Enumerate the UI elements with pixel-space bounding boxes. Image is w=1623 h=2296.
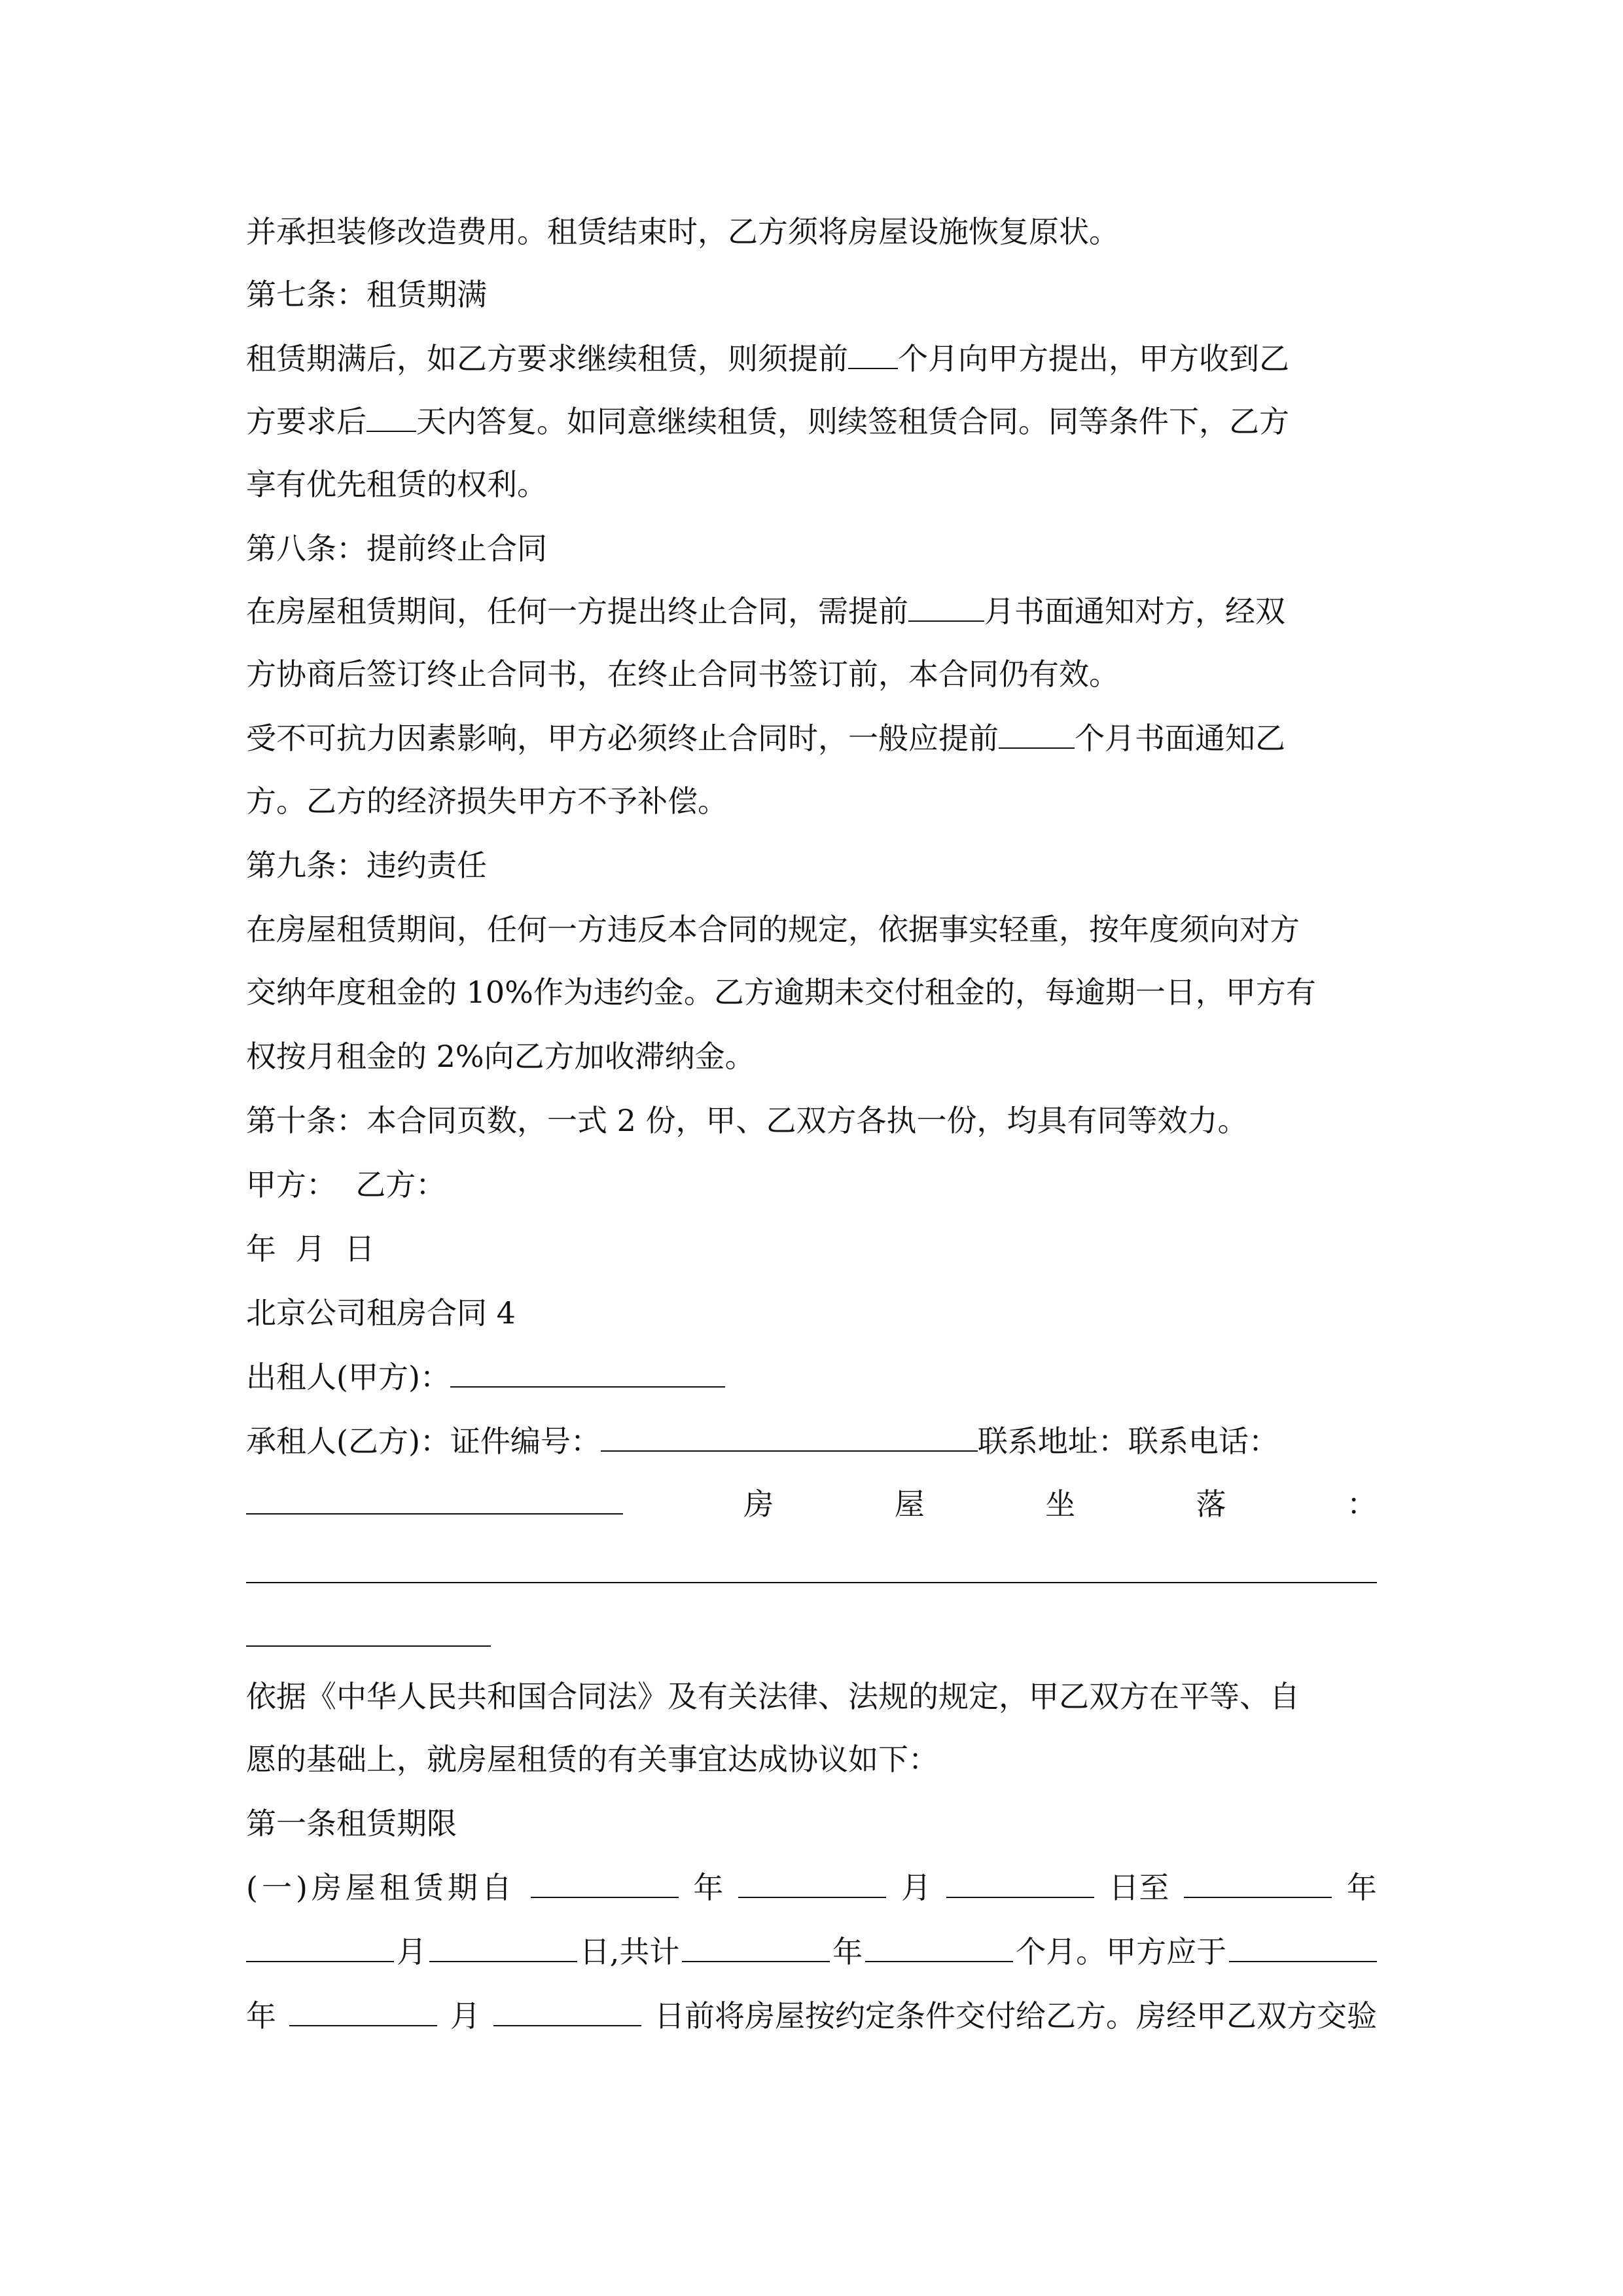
field-label: 承租人(乙方)：证件编号： <box>246 1424 601 1459</box>
handover-year-blank[interactable] <box>1229 1935 1377 1962</box>
term-text: 年 <box>246 1998 276 2034</box>
section-heading <box>246 834 1377 897</box>
paragraph-text: 受不可抗力因素影响，甲方必须终止合同时，一般应提前 <box>246 721 999 756</box>
handover-month-blank[interactable] <box>289 1999 437 2026</box>
section-heading <box>246 1792 1377 1855</box>
text-line <box>246 643 1377 706</box>
lease-term-line <box>246 1920 1377 1983</box>
text-line <box>246 898 1377 961</box>
paragraph-text: 方要求后 <box>246 404 366 439</box>
text-line <box>246 961 1377 1024</box>
heading-text: 第一条租赁期限 <box>246 1806 457 1841</box>
text-line <box>246 580 1377 643</box>
field-label: 联系地址：联系电话： <box>977 1424 1279 1459</box>
term-text: (一)房屋租赁期自 <box>246 1870 516 1905</box>
text-line <box>246 1473 1377 1535</box>
start-day-blank[interactable] <box>946 1871 1094 1898</box>
handover-day-blank[interactable] <box>493 1999 641 2026</box>
text-line <box>246 1728 1377 1791</box>
paragraph-text: 方。乙方的经济损失甲方不予补偿。 <box>246 783 728 819</box>
total-years-blank[interactable] <box>682 1935 830 1962</box>
term-text: 日,共计 <box>579 1934 680 1969</box>
term-text: 月 <box>396 1934 427 1969</box>
phone-blank[interactable] <box>246 1487 623 1515</box>
paragraph-text: 第十条：本合同页数，一式 2 份，甲、乙双方各执一份，均具有同等效力。 <box>246 1103 1248 1138</box>
document-title <box>246 1282 1377 1344</box>
paragraph-text: 愿的基础上，就房屋租赁的有关事宜达成协议如下： <box>246 1742 938 1777</box>
text-line <box>246 770 1377 833</box>
signature-date <box>246 1217 1377 1280</box>
fill-in-blank[interactable] <box>366 404 416 432</box>
start-month-blank[interactable] <box>738 1871 886 1898</box>
text-line <box>246 200 1377 263</box>
term-text: 日至 <box>1109 1870 1169 1905</box>
fill-in-blank[interactable] <box>848 342 898 369</box>
total-months-blank[interactable] <box>865 1935 1013 1962</box>
term-text: 月 <box>901 1870 931 1905</box>
fill-in-blank[interactable] <box>908 594 984 622</box>
text-line <box>246 453 1377 516</box>
text-line <box>246 1089 1377 1152</box>
section-heading <box>246 517 1377 580</box>
spaced-char: 坐 <box>1045 1486 1076 1522</box>
date-label: 年 月 日 <box>246 1231 375 1266</box>
heading-text: 第九条：违约责任 <box>246 848 487 883</box>
text-line <box>246 1346 1377 1408</box>
spaced-char: 屋 <box>894 1486 925 1522</box>
end-day-blank[interactable] <box>429 1935 577 1962</box>
lease-term-line <box>246 1984 1377 2047</box>
paragraph-text: 在房屋租赁期间，任何一方提出终止合同，需提前 <box>246 594 908 629</box>
signature-parties <box>246 1153 1377 1216</box>
end-month-blank[interactable] <box>246 1935 394 1962</box>
paragraph-text: 方协商后签订终止合同书，在终止合同书签订前，本合同仍有效。 <box>246 656 1119 692</box>
lease-term-line <box>246 1856 1377 1919</box>
signature-label: 甲方： 乙方： <box>246 1167 446 1202</box>
paragraph-text: 并承担装修改造费用。租赁结束时，乙方须将房屋设施恢复原状。 <box>246 214 1119 249</box>
fill-in-blank[interactable] <box>999 721 1075 749</box>
spaced-char: 落 <box>1196 1486 1226 1522</box>
spaced-char: ： <box>1346 1486 1377 1522</box>
text-line <box>246 390 1377 453</box>
field-label: 出租人(甲方)： <box>246 1359 450 1395</box>
title-text: 北京公司租房合同 4 <box>246 1295 516 1331</box>
paragraph-text: 依据《中华人民共和国合同法》及有关法律、法规的规定，甲乙双方在平等、自 <box>246 1679 1300 1714</box>
paragraph-text: 月书面通知对方，经双 <box>984 594 1285 629</box>
text-line <box>246 1665 1377 1728</box>
term-text: 年 <box>693 1870 724 1905</box>
paragraph-text: 权按月租金的 2%向乙方加收滞纳金。 <box>246 1039 755 1074</box>
term-text: 年 <box>1346 1870 1377 1905</box>
text-line <box>246 327 1377 390</box>
term-text: 年 <box>832 1934 863 1969</box>
text-line <box>246 1025 1377 1088</box>
text-line <box>246 1410 1377 1473</box>
paragraph-text: 个月向甲方提出，甲方收到乙 <box>898 341 1289 376</box>
term-text: 月 <box>450 1998 480 2034</box>
end-year-blank[interactable] <box>1184 1871 1332 1898</box>
id-number-blank[interactable] <box>601 1424 978 1452</box>
term-text: 个月。甲方应于 <box>1016 1934 1227 1969</box>
section-heading <box>246 263 1377 326</box>
spaced-char: 房 <box>743 1486 774 1522</box>
text-line <box>246 707 1377 770</box>
paragraph-text: 个月书面通知乙 <box>1075 721 1285 756</box>
paragraph-text: 租赁期满后，如乙方要求继续租赁，则须提前 <box>246 341 848 376</box>
paragraph-text: 享有优先租赁的权利。 <box>246 467 547 502</box>
address-blank[interactable] <box>246 1582 1377 1583</box>
paragraph-text: 交纳年度租金的 10%作为违约金。乙方逾期未交付租金的，每逾期一日，甲方有 <box>246 975 1316 1010</box>
start-year-blank[interactable] <box>531 1871 679 1898</box>
paragraph-text: 在房屋租赁期间，任何一方违反本合同的规定，依据事实轻重，按年度须向对方 <box>246 912 1300 947</box>
heading-text: 第八条：提前终止合同 <box>246 531 547 566</box>
term-text: 日前将房屋按约定条件交付给乙方。房经甲乙双方交验 <box>654 1998 1377 2034</box>
heading-text: 第七条：租赁期满 <box>246 277 487 312</box>
address-blank-continued[interactable] <box>246 1645 491 1647</box>
paragraph-text: 天内答复。如同意继续租赁，则续签租赁合同。同等条件下，乙方 <box>416 404 1289 439</box>
lessor-name-blank[interactable] <box>450 1360 725 1388</box>
